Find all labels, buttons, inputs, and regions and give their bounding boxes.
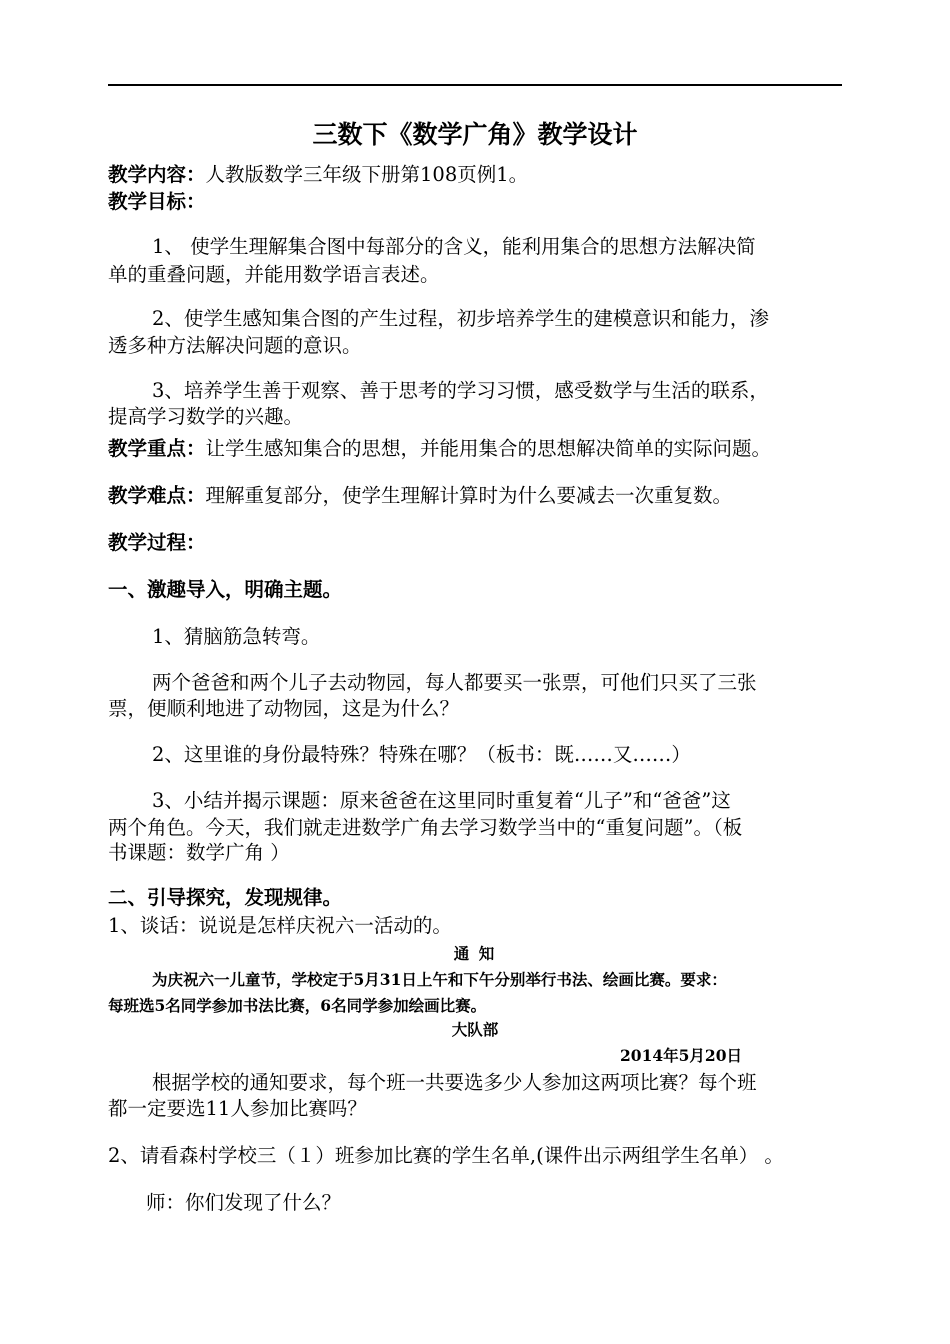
goal-2-line-2: 透多种方法解决问题的意识。 [108, 334, 362, 357]
section-1-p4-line-1: 3、小结并揭示课题：原来爸爸在这里同时重复着“儿子”和“爸爸”这 [152, 789, 731, 812]
section-2-p2-line-1: 根据学校的通知要求，每个班一共要选多少人参加这两项比赛？每个班 [152, 1071, 757, 1094]
key-point-label: 教学重点： [108, 437, 206, 460]
section-2-heading: 二、引导探究，发现规律。 [108, 886, 343, 909]
teaching-content-label: 教学内容： [108, 163, 206, 186]
goal-3-line-2: 提高学习数学的兴趣。 [108, 405, 304, 428]
header-rule [108, 84, 842, 86]
section-1-p4-line-2: 两个角色。今天，我们就走进数学广角去学习数学当中的“重复问题”。（板 [108, 816, 743, 839]
goal-1-line-2: 单的重叠问题，并能用数学语言表述。 [108, 263, 440, 286]
process-label: 教学过程： [108, 531, 206, 554]
section-2-p1: 1、谈话：说说是怎样庆祝六一活动的。 [108, 914, 452, 937]
section-1-p3: 2、这里谁的身份最特殊？特殊在哪？（板书：既……又……） [152, 743, 691, 766]
section-1-p4-line-3: 书课题：数学广角 ） [108, 841, 290, 864]
section-2-p4: 师：你们发现了什么？ [146, 1191, 342, 1214]
notice-title: 通 知 [453, 944, 497, 963]
difficulty-label: 教学难点： [108, 484, 206, 507]
teaching-content-text: 人教版数学三年级下册第108页例1。 [205, 163, 529, 186]
notice-line-1: 为庆祝六一儿童节，学校定于5月31日上午和下午分别举行书法、绘画比赛。要求： [152, 970, 727, 989]
key-point [108, 434, 842, 464]
section-2-p3: 2、请看森村学校三（１）班参加比赛的学生名单,(课件出示两组学生名单） 。 [108, 1144, 784, 1167]
section-1-p2-line-2: 票，便顺利地进了动物园，这是为什么？ [108, 697, 460, 720]
notice-signer: 大队部 [451, 1020, 499, 1039]
section-1-p2-line-1: 两个爸爸和两个儿子去动物园，每人都要买一张票，可他们只买了三张 [152, 671, 757, 694]
section-2-p2-line-2: 都一定要选11人参加比赛吗？ [108, 1097, 367, 1120]
difficulty [108, 481, 842, 511]
document-title: 三数下《数学广角》教学设计 [312, 120, 638, 149]
notice-line-2: 每班选5名同学参加书法比赛，6名同学参加绘画比赛。 [108, 996, 487, 1015]
notice-date: 2014年5月20日 [620, 1046, 742, 1065]
teaching-content [108, 160, 842, 190]
goal-2-line-1: 2、使学生感知集合图的产生过程，初步培养学生的建模意识和能力，渗 [152, 307, 769, 330]
key-point-text: 让学生感知集合的思想，并能用集合的思想解决简单的实际问题。 [205, 437, 772, 460]
goal-1-line-1: 1、 使学生理解集合图中每部分的含义，能利用集合的思想方法解决简 [152, 235, 756, 258]
section-1-p1: 1、猜脑筋急转弯。 [152, 625, 321, 648]
goal-3-line-1: 3、培养学生善于观察、善于思考的学习习惯，感受数学与生活的联系， [152, 379, 769, 402]
section-1-heading: 一、激趣导入，明确主题。 [108, 578, 343, 601]
teaching-goals-label: 教学目标： [108, 190, 206, 213]
difficulty-text: 理解重复部分，使学生理解计算时为什么要减去一次重复数。 [205, 484, 733, 507]
